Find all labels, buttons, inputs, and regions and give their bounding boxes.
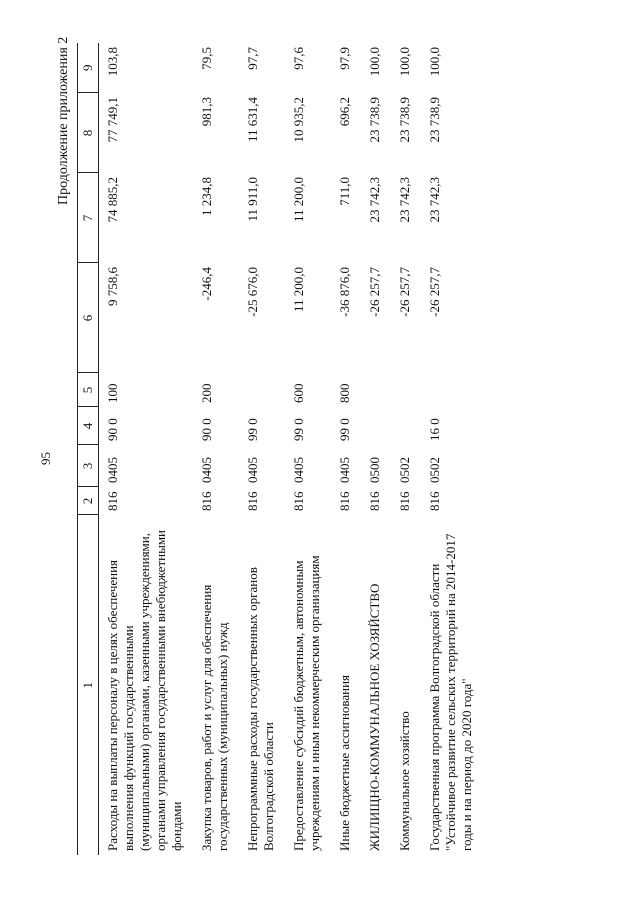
cell-col2: 816 bbox=[367, 491, 382, 511]
cell-col7: 74 885,2 bbox=[105, 177, 120, 223]
cell-col6: 9 758,6 bbox=[105, 267, 120, 306]
cell-col2: 816 bbox=[291, 491, 306, 511]
cell-col6: -26 257,7 bbox=[427, 267, 442, 317]
cell-col4 bbox=[361, 407, 391, 445]
continuation-title: Продолжение приложения 2 bbox=[56, 36, 71, 205]
cell-col7: 711,0 bbox=[337, 177, 352, 206]
column-header-5: 5 bbox=[78, 373, 99, 407]
cell-col6: -26 257,7 bbox=[367, 267, 382, 317]
cell-col5: 600 bbox=[291, 383, 306, 403]
table-row bbox=[361, 43, 391, 855]
cell-col3: 0405 bbox=[105, 457, 120, 483]
table-row bbox=[193, 43, 239, 855]
cell-col7: 1 234,8 bbox=[199, 177, 214, 216]
cell-col5 bbox=[421, 373, 483, 407]
column-header-8: 8 bbox=[78, 93, 99, 173]
cell-col3: 0502 bbox=[427, 457, 442, 483]
cell-col2: 816 bbox=[337, 491, 352, 511]
cell-col3: 0405 bbox=[199, 457, 214, 483]
column-header-3: 3 bbox=[78, 445, 99, 487]
row-name: Расходы на выплаты персоналу в целях обеспечения выполнения функций государственными (муниципальными) органами, казенными учреждениями, органами управления государственными внебюджетными фондами bbox=[105, 529, 184, 851]
table-row bbox=[239, 43, 285, 855]
table-row bbox=[421, 43, 483, 855]
cell-col5: 200 bbox=[199, 383, 214, 403]
cell-col5: 100 bbox=[105, 383, 120, 403]
column-header-7: 7 bbox=[78, 173, 99, 263]
cell-col3: 0405 bbox=[337, 457, 352, 483]
cell-col8: 981,3 bbox=[199, 97, 214, 127]
table-row bbox=[99, 43, 194, 855]
cell-col8: 23 738,9 bbox=[397, 97, 412, 143]
column-header-2: 2 bbox=[78, 487, 99, 515]
cell-col7: 23 742,3 bbox=[397, 177, 412, 223]
cell-col3: 0405 bbox=[291, 457, 306, 483]
column-header-9: 9 bbox=[78, 43, 99, 93]
cell-col4: 99 0 bbox=[291, 418, 306, 441]
cell-col2: 816 bbox=[427, 491, 442, 511]
row-name: Государственная программа Волгоградской области "Устойчивое развитие сельских территорий на 2014-2017 годы и на период до 2020 года" bbox=[427, 533, 474, 851]
cell-col9: 100,0 bbox=[367, 47, 382, 77]
cell-col4: 99 0 bbox=[245, 418, 260, 441]
cell-col5 bbox=[239, 373, 285, 407]
column-header-6: 6 bbox=[78, 263, 99, 373]
cell-col3: 0500 bbox=[367, 457, 382, 483]
row-name: Иные бюджетные ассигнования bbox=[337, 674, 352, 851]
budget-table bbox=[77, 43, 483, 855]
cell-col6: -36 876,0 bbox=[337, 267, 352, 317]
cell-col8: 11 631,4 bbox=[245, 97, 260, 143]
cell-col2: 816 bbox=[245, 491, 260, 511]
cell-col3: 0405 bbox=[245, 457, 260, 483]
cell-col9: 97,7 bbox=[245, 47, 260, 70]
table-row bbox=[285, 43, 331, 855]
cell-col9: 100,0 bbox=[397, 47, 412, 77]
cell-col7: 11 200,0 bbox=[291, 177, 306, 223]
row-name: Закупка товаров, работ и услуг для обеспечения государственных (муниципальных) нужд bbox=[199, 584, 230, 851]
cell-col8: 10 935,2 bbox=[291, 97, 306, 143]
cell-col8: 77 749,1 bbox=[105, 97, 120, 143]
cell-col3: 0502 bbox=[397, 457, 412, 483]
cell-col2: 816 bbox=[199, 491, 214, 511]
row-name: Предоставление субсидий бюджетным, автономным учреждениям и иным некоммерческим организациям bbox=[291, 555, 322, 851]
row-name: ЖИЛИЩНО-КОММУНАЛЬНОЕ ХОЗЯЙСТВО bbox=[367, 583, 382, 851]
cell-col9: 100,0 bbox=[427, 47, 442, 77]
cell-col7: 23 742,3 bbox=[367, 177, 382, 223]
cell-col4: 16 0 bbox=[427, 418, 442, 441]
cell-col2: 816 bbox=[397, 491, 412, 511]
cell-col4: 90 0 bbox=[199, 418, 214, 441]
cell-col9: 97,6 bbox=[291, 47, 306, 70]
cell-col8: 23 738,9 bbox=[427, 97, 442, 143]
page-number: 95 bbox=[38, 452, 53, 465]
table-row bbox=[331, 43, 361, 855]
cell-col2: 816 bbox=[105, 491, 120, 511]
cell-col4 bbox=[391, 407, 421, 445]
cell-col5 bbox=[391, 373, 421, 407]
cell-col8: 23 738,9 bbox=[367, 97, 382, 143]
cell-col4: 99 0 bbox=[337, 418, 352, 441]
column-header-1: 1 bbox=[78, 515, 99, 855]
cell-col9: 79,5 bbox=[199, 47, 214, 70]
cell-col5: 800 bbox=[337, 383, 352, 403]
cell-col9: 97,9 bbox=[337, 47, 352, 70]
cell-col7: 11 911,0 bbox=[245, 177, 260, 222]
cell-col6: -26 257,7 bbox=[397, 267, 412, 317]
row-name: Коммунальное хозяйство bbox=[397, 711, 412, 851]
cell-col5 bbox=[361, 373, 391, 407]
table-row bbox=[391, 43, 421, 855]
cell-col6: -25 676,0 bbox=[245, 267, 260, 317]
cell-col4: 90 0 bbox=[105, 418, 120, 441]
header-row bbox=[78, 43, 99, 855]
row-name: Непрограммные расходы государственных органов Волгоградской области bbox=[245, 567, 276, 851]
cell-col9: 103,8 bbox=[105, 47, 120, 77]
column-header-4: 4 bbox=[78, 407, 99, 445]
cell-col6: -246,4 bbox=[199, 267, 214, 301]
cell-col7: 23 742,3 bbox=[427, 177, 442, 223]
cell-col6: 11 200,0 bbox=[291, 267, 306, 313]
cell-col8: 696,2 bbox=[337, 97, 352, 127]
